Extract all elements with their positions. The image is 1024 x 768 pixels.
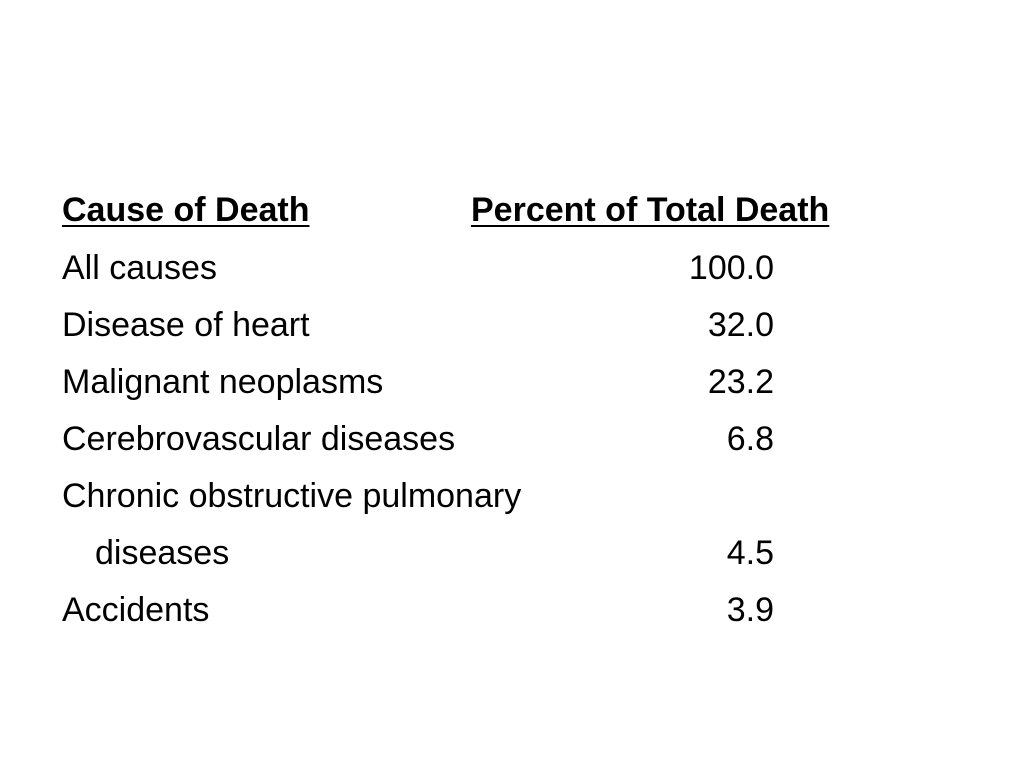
percent-cell: 32.0: [707, 306, 774, 344]
cause-cell-continuation: diseases: [95, 534, 230, 572]
cause-cell: Accidents: [62, 591, 210, 629]
table-row: [0, 582, 1024, 639]
cause-cell: All causes: [62, 249, 217, 287]
header-percent-of-total-death: Percent of Total Death: [471, 191, 830, 229]
cause-cell: Chronic obstructive pulmonary: [62, 477, 522, 515]
cause-cell: Disease of heart: [62, 306, 310, 344]
cause-cell: Cerebrovascular diseases: [62, 420, 456, 458]
percent-cell: 3.9: [726, 591, 774, 629]
header-cause-of-death: Cause of Death: [62, 191, 310, 229]
percent-cell: 4.5: [726, 534, 774, 572]
table-row: [0, 354, 1024, 411]
cause-cell: Malignant neoplasms: [62, 363, 384, 401]
table-row: [0, 240, 1024, 297]
table-row: [0, 297, 1024, 354]
percent-cell: 100.0: [688, 249, 774, 287]
percent-cell: 6.8: [726, 420, 774, 458]
percent-cell: 23.2: [707, 363, 774, 401]
table-row: [0, 525, 1024, 582]
table-row: [0, 468, 1024, 525]
table-row: [0, 411, 1024, 468]
